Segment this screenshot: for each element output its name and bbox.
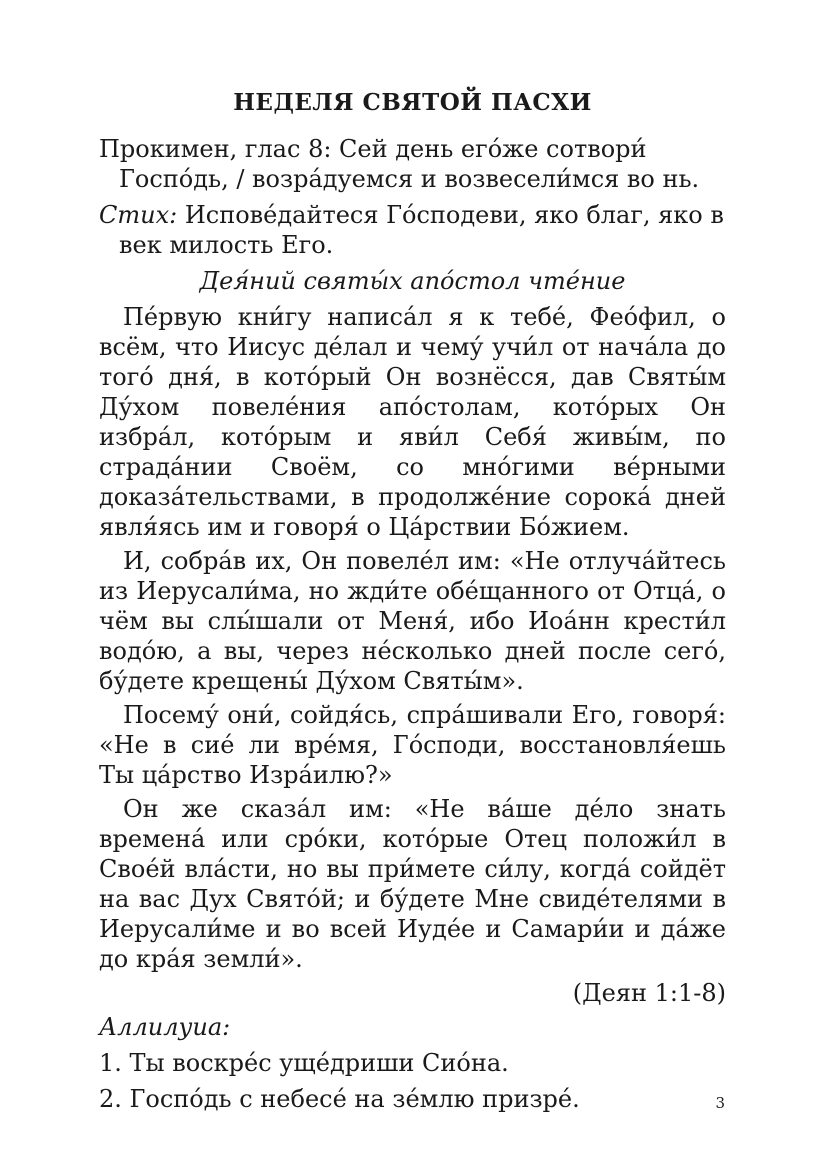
reading-paragraph: Он же сказа́л им: «Не ва́ше де́ло знать времена́ или сро́ки, кото́рые Отец положи́л в Свое́й вла́сти, но вы при́мете си́лу, когда́ сойдёт на вас Дух Свято́й; и бу́дете Мне свиде́телями в Иерусали́ме и во всей Иуде́е и Самари́и и да́же до кра́я земли́». bbox=[99, 795, 726, 973]
alleluia-verse: 1. Ты воскре́с уще́дриши Сио́на. bbox=[99, 1049, 509, 1077]
reading-paragraph: Пе́рвую кни́гу написа́л я к тебе́, Фео́фил, о всём, что Иисус де́лал и чему́ учи́л от нача́ла до того́ дня́, в кото́рый Он вознёсся, дав Святы́м Ду́хом повеле́ния апо́столам, кото́рых Он избра́л, кото́рым и яви́л Себя́ живы́м, по страда́нии Своём, со мно́гими ве́рными доказа́тельствами, в продолже́ние сорока́ дней явля́ясь им и говоря́ о Ца́рствии Бо́жием. bbox=[99, 303, 726, 541]
stikh bbox=[99, 200, 726, 260]
scripture-reference: (Деян 1:1-8) bbox=[572, 979, 726, 1007]
page-number: 3 bbox=[715, 1094, 725, 1112]
alleluia-label: Аллилуиа: bbox=[99, 1013, 231, 1041]
prokimen: Прокимен, глас 8: Сей день его́же сотвори́ Госпо́дь, / возра́дуемся и возвесели́мся во нь. bbox=[99, 135, 700, 193]
alleluia-verse: 2. Госпо́дь с небесе́ на зе́млю призре́. bbox=[99, 1085, 580, 1113]
page-content bbox=[99, 88, 726, 1120]
stikh-label: Стих: bbox=[99, 201, 178, 229]
reading-paragraph: Посему́ они́, сойдя́сь, спра́шивали Его, говоря́: «Не в сие́ ли вре́мя, Го́споди, восстановля́ешь Ты ца́рство Изра́илю?» bbox=[99, 701, 726, 789]
reading-title: Дея́ний святы́х апо́стол чте́ние bbox=[199, 267, 626, 295]
stikh-text: Испове́дайтеся Го́сподеви, яко благ, яко в век милость Его. bbox=[119, 201, 724, 259]
reading-paragraph: И, собра́в их, Он повеле́л им: «Не отлуча́йтесь из Иерусали́ма, но жди́те обе́щанного от Отца́, о чём вы слы́шали от Меня́, ибо Иоа́нн крести́л водо́ю, а вы, через не́сколько дней после сего́, бу́дете крещены́ Ду́хом Святы́м». bbox=[99, 547, 726, 695]
page-title: НЕДЕЛЯ СВЯТОЙ ПАСХИ bbox=[233, 89, 592, 116]
